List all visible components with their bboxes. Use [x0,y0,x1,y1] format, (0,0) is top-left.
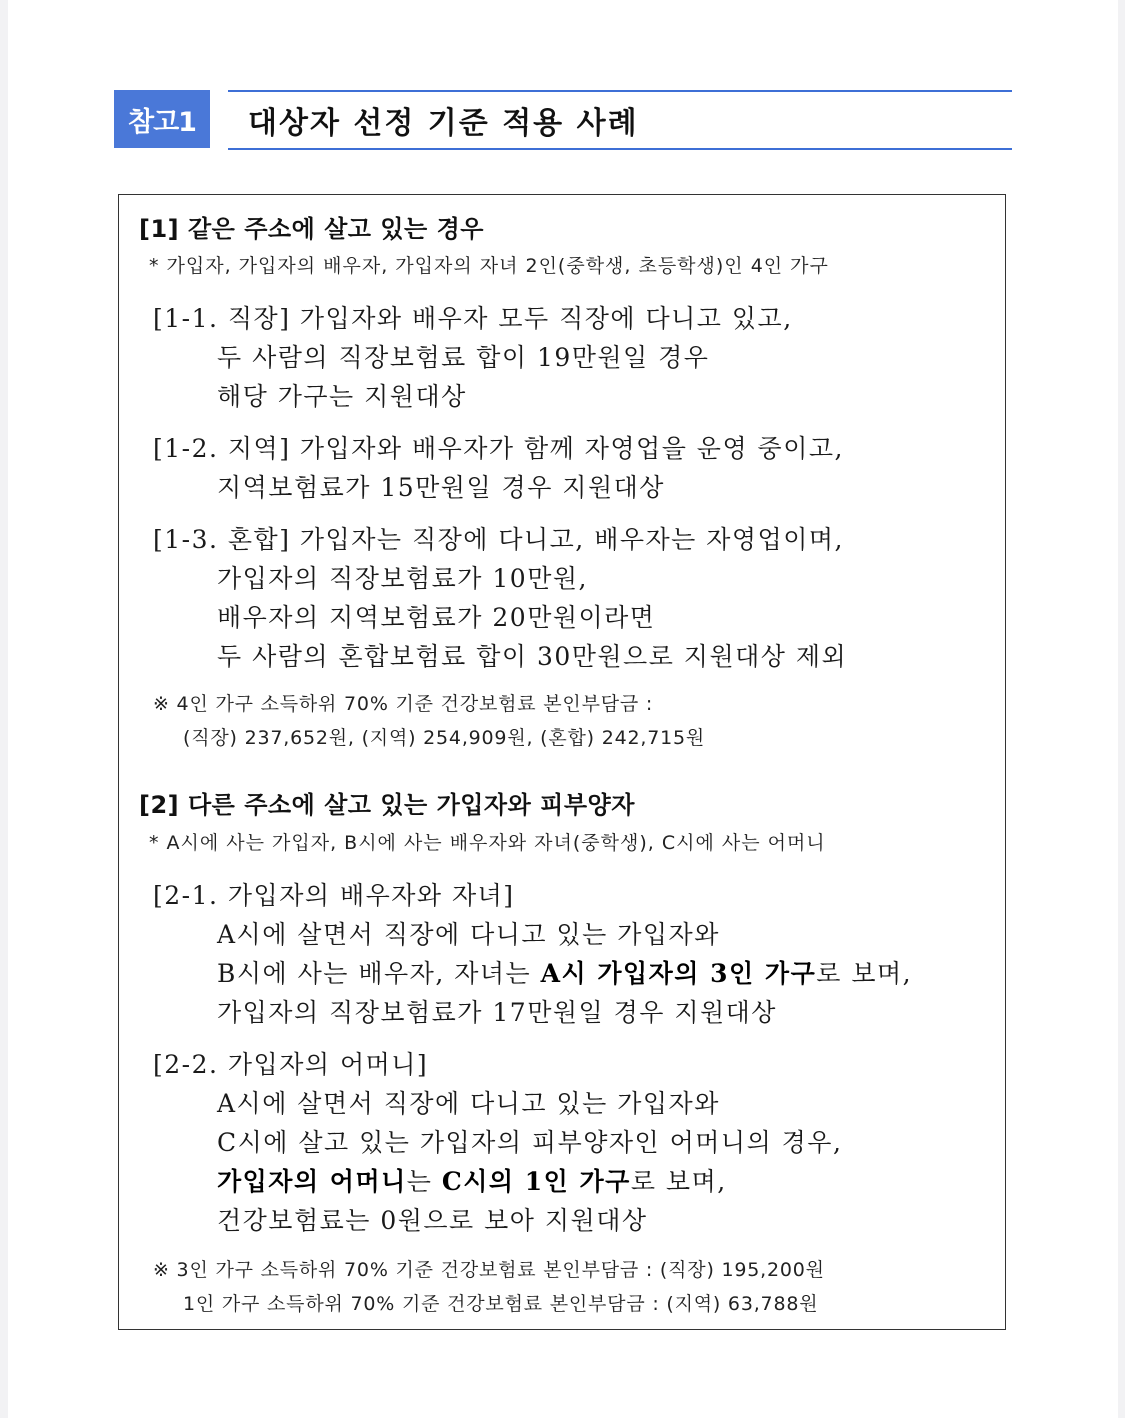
case-1-3-line3: 배우자의 지역보험료가 20만원이라면 [217,603,656,632]
case-1-1-line1: [1-1. 직장] 가입자와 배우자 모두 직장에 다니고 있고, [153,304,793,333]
section2-note: * A시에 사는 가입자, B시에 사는 배우자와 자녀(중학생), C시에 사는 어머니 [149,832,826,854]
case-2-1-line3-suffix: 로 보며, [816,959,913,988]
case-2-1-line3 [217,954,912,990]
case-1-3-line1: [1-3. 혼합] 가입자는 직장에 다니고, 배우자는 자영업이며, [153,525,844,554]
case-2-1-line1: [2-1. 가입자의 배우자와 자녀] [153,881,515,910]
case-1-1-line3: 해당 가구는 지원대상 [217,382,467,411]
case-2-2-line1: [2-2. 가입자의 어머니] [153,1050,429,1079]
case-2-2-line5: 건강보험료는 0원으로 보아 지원대상 [217,1206,648,1235]
case-2-2-line4-emphasis1: 가입자의 어머니 [217,1167,407,1196]
case-2-2-line3: C시에 살고 있는 가입자의 피부양자인 어머니의 경우, [217,1128,843,1157]
reference-badge: 참고1 [114,90,210,148]
content-box [118,194,1006,1330]
page-header [114,90,1012,150]
case-1-3-line2: 가입자의 직장보험료가 10만원, [217,564,588,593]
case-2-1-line3-text: B시에 사는 배우자, 자녀는 [217,959,541,988]
case-1-2-line2: 지역보험료가 15만원일 경우 지원대상 [217,473,665,502]
section1-heading: [1] 같은 주소에 살고 있는 경우 [139,215,484,243]
title-bar [228,90,1012,150]
case-2-1-line3-emphasis: A시 가입자의 3인 가구 [540,959,817,988]
case-1-2-line1: [1-2. 지역] 가입자와 배우자가 함께 자영업을 운영 중이고, [153,434,844,463]
section2-reference-line1: ※ 3인 가구 소득하위 70% 기준 건강보험료 본인부담금 : (직장) 195,200원 [153,1259,825,1281]
case-1-3-line4: 두 사람의 혼합보험료 합이 30만원으로 지원대상 제외 [217,642,848,671]
case-2-2-line4-emphasis2: C시의 1인 가구 [441,1167,631,1196]
case-2-1-line4: 가입자의 직장보험료가 17만원일 경우 지원대상 [217,998,777,1027]
section2-reference-line2: 1인 가구 소득하위 70% 기준 건강보험료 본인부담금 : (지역) 63,788원 [183,1293,819,1315]
case-2-2-line2: A시에 살면서 직장에 다니고 있는 가입자와 [217,1089,720,1118]
section1-reference-line1: ※ 4인 가구 소득하위 70% 기준 건강보험료 본인부담금 : [153,693,654,715]
case-2-1-line2: A시에 살면서 직장에 다니고 있는 가입자와 [217,920,720,949]
case-2-2-line4-text: 는 [406,1167,442,1196]
case-2-2-line4 [217,1162,727,1198]
section1-reference-line2: (직장) 237,652원, (지역) 254,909원, (혼합) 242,715원 [183,727,706,749]
section1-note: * 가입자, 가입자의 배우자, 가입자의 자녀 2인(중학생, 초등학생)인 4인 가구 [149,255,829,277]
page-title: 대상자 선정 기준 적용 사례 [248,106,639,141]
section2-heading: [2] 다른 주소에 살고 있는 가입자와 피부양자 [139,791,635,819]
case-1-1-line2: 두 사람의 직장보험료 합이 19만원일 경우 [217,343,710,372]
case-2-2-line4-suffix: 로 보며, [630,1167,727,1196]
